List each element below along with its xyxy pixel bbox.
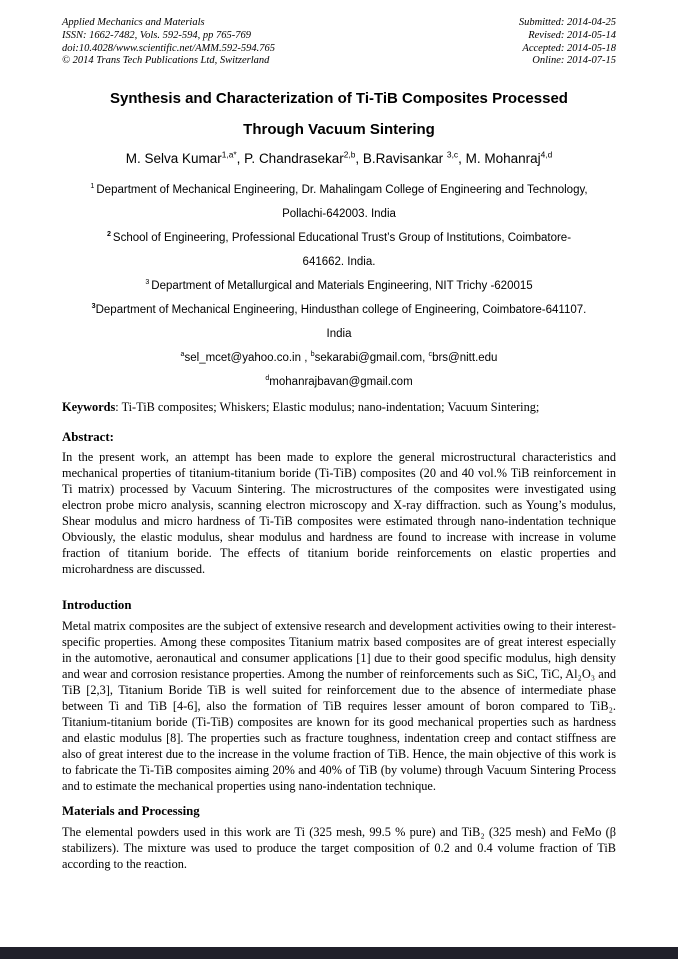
author-1	[126, 151, 244, 166]
date-submitted: Submitted: 2014-04-25	[518, 17, 616, 28]
email-c-address: brs@nitt.edu	[432, 352, 498, 365]
abstract-paragraph: In the present work, an attempt has been made to explore the general microstructural characteristics and mechanical properties of titanium-titanium boride (Ti-TiB) composites (20 and 40 vol.% TiB reinforcement in Ti matrix) processed by Vacuum Sintering. The microstructures of the composites were investigated using electron probe micro analysis, scanning electron microscopy and X-ray diffraction. such as Young’s modulus, Shear modulus and micro hardness of Ti-TiB composites were estimated through nano-indentation technique Obviously, the elastic modulus, shear modulus and hardness are found to increase with increase in volume fraction of titanium boride. The effects of titanium boride reinforcements on elastic properties and microhardness are discussed.	[62, 450, 616, 577]
affiliations	[89, 178, 589, 394]
affiliation-4	[89, 298, 589, 346]
author-4-superscript: 4,d	[540, 149, 553, 160]
authors-line	[62, 151, 616, 167]
email-a-marker: a	[180, 350, 185, 359]
submission-dates	[519, 17, 616, 68]
email-b-marker: b	[310, 350, 315, 359]
journal-header	[62, 17, 616, 68]
title-line-2: Through Vacuum Sintering	[243, 121, 435, 139]
materials-paragraph: The elemental powders used in this work are Ti (325 mesh, 99.5 % pure) and TiB₂ (325 mesh) and FeMo (β stabilizers). The mixture was used to produce the target composition of 0.2 and 0.4 volume fraction of TiB according to the reaction.	[62, 825, 616, 872]
journal-issn-volume: ISSN: 1662-7482, Vols. 592-594, pp 765-769	[62, 29, 251, 41]
affiliation-4-marker: 3	[91, 302, 96, 311]
email-line-1	[89, 346, 589, 370]
bottom-bar	[0, 947, 678, 959]
email-b-address: sekarabi@gmail.com,	[314, 352, 429, 365]
author-2	[244, 151, 363, 166]
keywords-line	[62, 399, 616, 415]
date-revised: Revised: 2014-05-14	[528, 29, 616, 41]
email-c-marker: c	[428, 350, 433, 359]
section-heading-abstract: Abstract:	[62, 430, 114, 445]
affiliation-2-text: School of Engineering, Professional Educational Trust’s Group of Institutions, Coimbatore-641662. India.	[112, 232, 572, 269]
author-3-separator: ,	[458, 151, 466, 167]
email-b	[311, 352, 429, 364]
journal-info	[62, 17, 275, 68]
author-4	[466, 151, 553, 166]
author-3-name: B.Ravisankar	[362, 151, 447, 167]
section-heading-introduction: Introduction	[62, 598, 132, 613]
email-line-2	[89, 370, 589, 394]
email-a	[181, 352, 311, 364]
email-a-address: sel_mcet@yahoo.co.in ,	[184, 352, 311, 365]
journal-copyright: © 2014 Trans Tech Publications Ltd, Switzerland	[62, 55, 270, 67]
author-2-name: P. Chandrasekar	[244, 151, 344, 167]
author-2-superscript: 2,b	[343, 149, 356, 160]
affiliation-3	[89, 274, 589, 298]
affiliation-1	[89, 178, 589, 226]
section-heading-materials: Materials and Processing	[62, 804, 200, 819]
title-line-1: Synthesis and Characterization of Ti-TiB Composites Processed	[110, 90, 568, 108]
author-4-name: M. Mohanraj	[465, 151, 541, 167]
introduction-paragraph: Metal matrix composites are the subject of extensive research and development activities owing to their interest-specific properties. Among these composites Titanium matrix based composites are of great interest especially in the automotive, aeronautical and consumer applications [1] due to their good specific modulus, high density and wear and corrosion resistance properties. Among the number of reinforcements such as SiC, TiC, Al₂O₃ and TiB [2,3], Titanium Boride TiB is well suited for reinforcement due to the absence of intermediate phase between Ti and TiB [4-6], also the formation of TiB requires lesser amount of boron compared to TiB₂. Titanium-titanium boride (Ti-TiB) composites are known for its good mechanical properties such as hardness and elastic modulus [8]. The properties such as fracture toughness, indentation creep and contact stiffness are also of great interest due to the increase in the volume fraction of TiB. Hence, the main objective of this work is to fabricate the Ti-TiB composites aiming 20% and 40% of TiB (by volume) through Vacuum Sintering Process and to estimate the mechanical properties using nano-indentation technique.	[62, 619, 616, 794]
keywords-label: Keywords	[62, 400, 116, 415]
email-d-marker: d	[265, 374, 270, 383]
paper-title	[62, 90, 616, 138]
email-d	[265, 376, 412, 388]
affiliation-3-marker: 3	[145, 278, 152, 287]
affiliation-3-text: Department of Metallurgical and Materials Engineering, NIT Trichy -620015	[151, 280, 533, 293]
author-3	[363, 151, 466, 166]
affiliation-1-marker: 1	[90, 182, 97, 191]
author-1-superscript: 1,a*	[221, 149, 237, 160]
affiliation-2	[89, 226, 589, 274]
journal-doi: doi:10.4028/www.scientific.net/AMM.592-594.765	[62, 42, 275, 54]
author-1-separator: ,	[236, 151, 245, 167]
author-2-separator: ,	[355, 151, 363, 167]
author-3-superscript: 3,c	[446, 149, 459, 160]
affiliation-4-text: Department of Mechanical Engineering, Hindusthan college of Engineering, Coimbatore-641107. India	[95, 304, 587, 341]
affiliation-1-text: Department of Mechanical Engineering, Dr. Mahalingam College of Engineering and Technology, Pollachi-642003. India	[96, 184, 588, 221]
email-c	[429, 352, 498, 364]
journal-name: Applied Mechanics and Materials	[62, 17, 205, 28]
date-accepted: Accepted: 2014-05-18	[522, 42, 616, 54]
email-d-address: mohanrajbavan@gmail.com	[269, 376, 413, 389]
author-1-name: M. Selva Kumar	[125, 151, 222, 167]
date-online: Online: 2014-07-15	[532, 55, 616, 67]
affiliation-2-marker: 2	[106, 230, 113, 239]
keywords-text: : Ti-TiB composites; Whiskers; Elastic modulus; nano-indentation; Vacuum Sintering;	[115, 400, 540, 415]
